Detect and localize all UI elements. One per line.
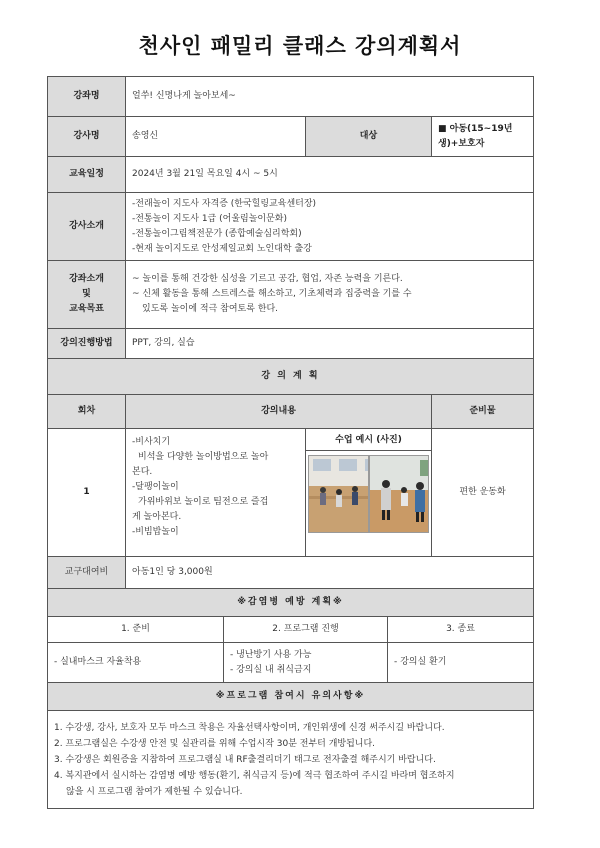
page-title: 천사인 패밀리 클래스 강의계획서 bbox=[138, 34, 462, 58]
schedule-value: 2024년 3월 21일 목요일 4시 ~ 5시 bbox=[126, 157, 534, 193]
infection-col-1: 1. 준비 bbox=[48, 617, 224, 643]
plan-section-row bbox=[48, 359, 534, 395]
plan-prep-value: 편한 운동화 bbox=[432, 429, 534, 557]
lecture-plan-table bbox=[47, 76, 534, 809]
plan-photo-header: 수업 예시 (사진) bbox=[306, 429, 431, 451]
note-line: 3. 수강생은 회원증을 지참하여 프로그램실 내 RF출결리더기 태그로 전자출결 해주시기 바랍니다. bbox=[54, 754, 436, 765]
goals-label-line: 강좌소개 bbox=[69, 274, 104, 284]
plan-section-title: 강 의 계 획 bbox=[48, 359, 534, 395]
note-line: 1. 수강생, 강사, 보호자 모두 마스크 착용은 자율선택사항이며, 개인위생에 신경 써주시길 바랍니다. bbox=[54, 722, 445, 733]
notes-row bbox=[48, 711, 534, 809]
course-value: 얼쑤! 신명나게 놀아보세~ bbox=[126, 77, 534, 117]
infection-items-row bbox=[48, 643, 534, 683]
goals-line: ~ 신체 활동을 통해 스트레스를 해소하고, 기초체력과 집중력을 기를 수 bbox=[132, 289, 412, 299]
infection-col-2: 2. 프로그램 진행 bbox=[224, 617, 388, 643]
instructor-value: 송영신 bbox=[126, 117, 306, 157]
instructor-row bbox=[48, 117, 534, 157]
note-line: 2. 프로그램실은 수강생 안전 및 실관리를 위해 수업시작 30분 전부터 개방됩니다. bbox=[54, 738, 376, 749]
plan-session-no: 1 bbox=[48, 429, 126, 557]
method-value: PPT, 강의, 실습 bbox=[126, 329, 534, 359]
plan-content-line: -달팽이놀이 bbox=[132, 482, 179, 492]
bio-label: 강사소개 bbox=[48, 193, 126, 261]
plan-photos bbox=[306, 451, 431, 537]
instructor-label: 강사명 bbox=[48, 117, 126, 157]
infection-section-row bbox=[48, 589, 534, 617]
plan-col-content: 강의내용 bbox=[126, 395, 432, 429]
target-bullet: ■ bbox=[438, 123, 447, 134]
method-row bbox=[48, 329, 534, 359]
goals-lines bbox=[126, 261, 534, 329]
goals-row bbox=[48, 261, 534, 329]
goals-label-line: 교육목표 bbox=[69, 304, 104, 314]
plan-session-row bbox=[48, 429, 534, 557]
plan-content-line: 본다. bbox=[132, 467, 153, 477]
bio-line: -전통놀이 지도사 1급 (어울림놀이문화) bbox=[132, 213, 287, 224]
bio-line: -전래놀이 지도사 자격증 (한국힐링교육센터장) bbox=[132, 198, 317, 209]
infection-section-title: ※감염병 예방 계획※ bbox=[48, 589, 534, 617]
infection-header-row bbox=[48, 617, 534, 643]
bio-lines bbox=[126, 193, 534, 261]
infection-item: - 강의실 환기 bbox=[394, 657, 447, 667]
course-label: 강좌명 bbox=[48, 77, 126, 117]
target-value bbox=[432, 117, 534, 157]
plan-content bbox=[126, 429, 306, 557]
class-photo-2 bbox=[369, 455, 430, 533]
notes-lines bbox=[48, 711, 534, 809]
schedule-label: 교육일정 bbox=[48, 157, 126, 193]
method-label: 강의진행방법 bbox=[48, 329, 126, 359]
plan-photo-cell bbox=[306, 429, 432, 557]
bio-line: -전통놀이그림책전문가 (종합예술심리학회) bbox=[132, 228, 302, 239]
course-row bbox=[48, 77, 534, 117]
target-label: 대상 bbox=[306, 117, 432, 157]
goals-label-line: 및 bbox=[82, 289, 91, 299]
bio-line: -현재 놀이지도로 안성제일교회 노인대학 출강 bbox=[132, 243, 312, 254]
plan-col-prep: 준비물 bbox=[432, 395, 534, 429]
infection-col-2-items bbox=[224, 643, 388, 683]
note-line: 않을 시 프로그램 참여가 제한될 수 있습니다. bbox=[66, 786, 243, 797]
infection-col-3-items bbox=[388, 643, 534, 683]
goals-label bbox=[48, 261, 126, 329]
material-row bbox=[48, 557, 534, 589]
plan-header-row bbox=[48, 395, 534, 429]
material-label: 교구대여비 bbox=[48, 557, 126, 589]
goals-line: ~ 놀이를 통해 건강한 심성을 기르고 공감, 협업, 자존 능력을 기른다. bbox=[132, 274, 403, 284]
plan-content-line: 게 놀아본다. bbox=[132, 512, 182, 522]
schedule-row bbox=[48, 157, 534, 193]
material-value: 아동1인 당 3,000원 bbox=[126, 557, 534, 589]
plan-content-line: 가위바위보 놀이로 팀전으로 즐겁 bbox=[138, 497, 269, 507]
goals-line: 있도록 놀이에 적극 참여토록 한다. bbox=[142, 304, 279, 314]
infection-item: - 냉난방기 사용 가능 bbox=[230, 649, 312, 660]
infection-item: - 실내마스크 자율착용 bbox=[54, 657, 142, 667]
target-text: 아동(15~19년생)+보호자 bbox=[438, 123, 513, 149]
plan-content-line: 비석을 다양한 놀이방법으로 놀아 bbox=[138, 452, 269, 462]
infection-col-3: 3. 종료 bbox=[388, 617, 534, 643]
note-line: 4. 복지관에서 실시하는 감염병 예방 행동(환기, 취식금지 등)에 적극 협조하여 주시길 바라며 협조하지 bbox=[54, 770, 455, 781]
infection-item: - 강의실 내 취식금지 bbox=[230, 664, 312, 675]
infection-col-1-items bbox=[48, 643, 224, 683]
plan-content-line: -비빔밥놀이 bbox=[132, 527, 179, 537]
plan-col-session: 회차 bbox=[48, 395, 126, 429]
class-photo-1 bbox=[308, 455, 369, 533]
plan-content-line: -비사치기 bbox=[132, 437, 171, 447]
notes-section-row bbox=[48, 683, 534, 711]
bio-row bbox=[48, 193, 534, 261]
notes-section-title: ※프로그램 참여시 유의사항※ bbox=[48, 683, 534, 711]
